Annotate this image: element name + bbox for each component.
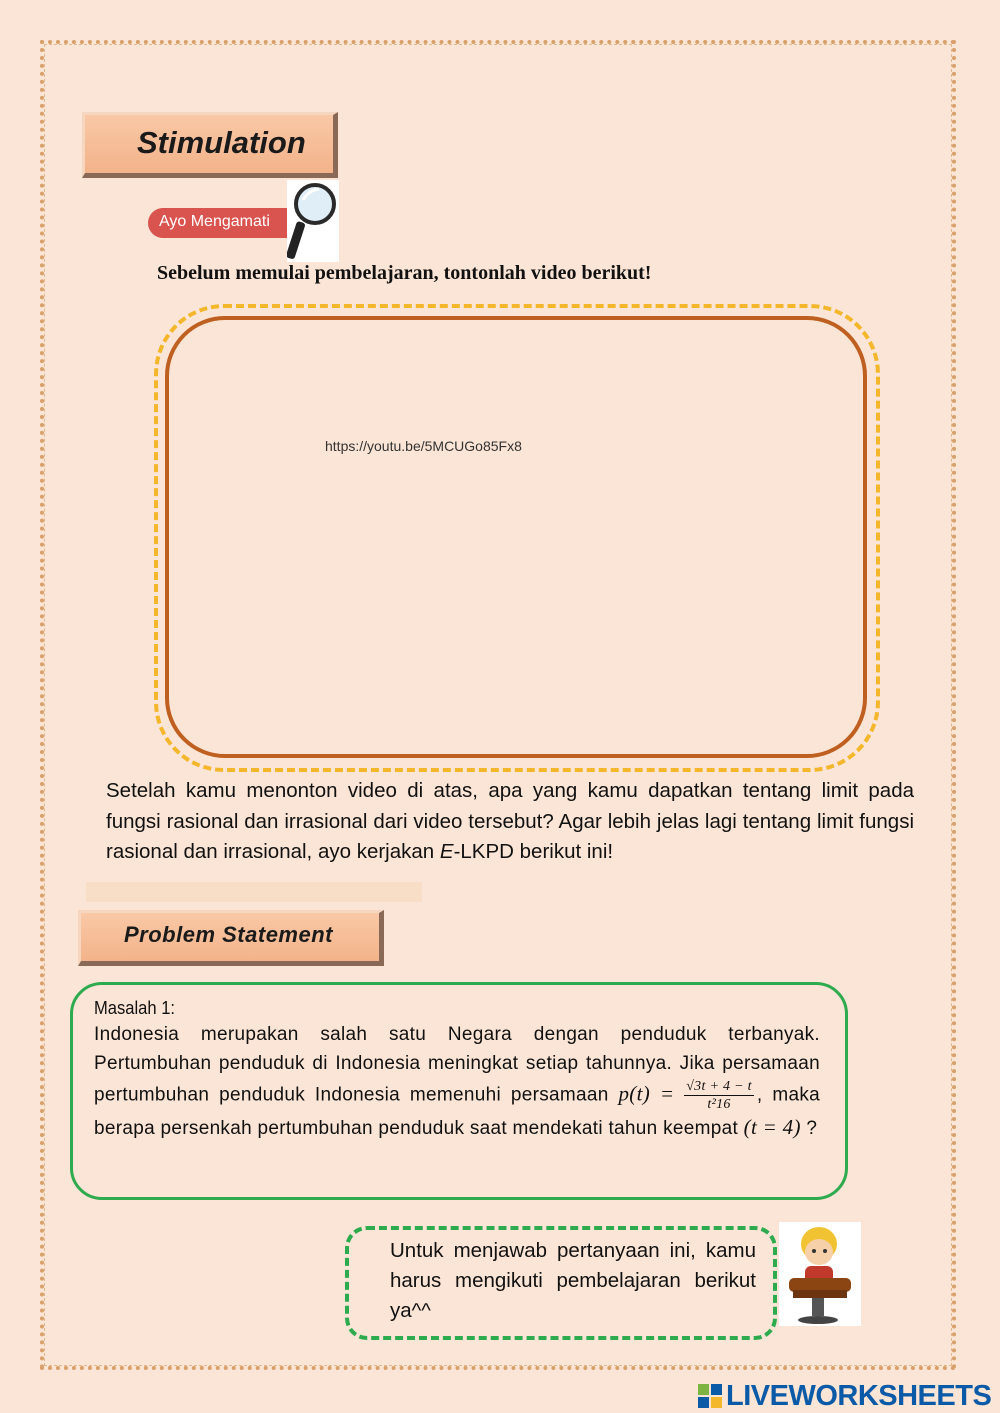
paragraph-em: E — [439, 840, 454, 863]
student-desk-icon — [779, 1222, 861, 1326]
faint-bar — [86, 882, 422, 902]
problem-statement-header — [78, 910, 384, 966]
paragraph-part1: Setelah kamu menonton video di atas, apa yang kamu dapatkan tentang limit pada fungsi rasional dan irrasional dari video tersebut? Agar lebih jelas lagi tentang limit fungsi rasional dan irrasional, ayo kerjakan — [106, 779, 914, 863]
fraction-denominator: t²16 — [707, 1097, 731, 1112]
fraction-numerator: √3t + 4 − t — [686, 1079, 752, 1094]
liveworksheets-logo-icon — [698, 1384, 722, 1408]
stimulation-label: Stimulation — [137, 125, 306, 160]
video-link[interactable]: https://youtu.be/5MCUGo85Fx8 — [325, 438, 522, 454]
problem-text-2: , maka berapa persenkah pertumbuhan penduduk saat mendekati tahun keempat — [94, 1084, 820, 1139]
problem-equation: p(t) = — [618, 1081, 675, 1106]
problem-condition: (t = 4) — [743, 1115, 801, 1139]
reflection-paragraph — [106, 776, 914, 868]
liveworksheets-logo: LIVEWORKSHEETS — [726, 1380, 992, 1412]
problem-text — [94, 1020, 820, 1143]
problem-heading: Masalah 1: — [94, 998, 176, 1018]
hint-text: Untuk menjawab pertanyaan ini, kamu harus mengikuti pembelajaran berikut ya^^ — [390, 1239, 756, 1322]
paragraph-part2: -LKPD berikut ini! — [453, 840, 614, 863]
problem-fraction — [684, 1078, 754, 1113]
stimulation-header — [82, 112, 338, 178]
video-frame — [165, 316, 867, 758]
intro-instruction: Sebelum memulai pembelajaran, tontonlah video berikut! — [157, 262, 652, 284]
magnifier-icon — [287, 180, 339, 262]
ayo-mengamati-badge — [148, 208, 298, 238]
problem-text-3: ? — [800, 1118, 818, 1139]
problem-text-1: Indonesia merupakan salah satu Negara dengan penduduk terbanyak. Pertumbuhan penduduk di Indonesia meningkat setiap tahunnya. Jika persamaan pertumbuhan penduduk Indonesia memenuhi persamaan — [94, 1024, 820, 1106]
ayo-mengamati-label: Ayo Mengamati — [159, 213, 270, 230]
problem-statement-label: Problem Statement — [124, 922, 333, 947]
